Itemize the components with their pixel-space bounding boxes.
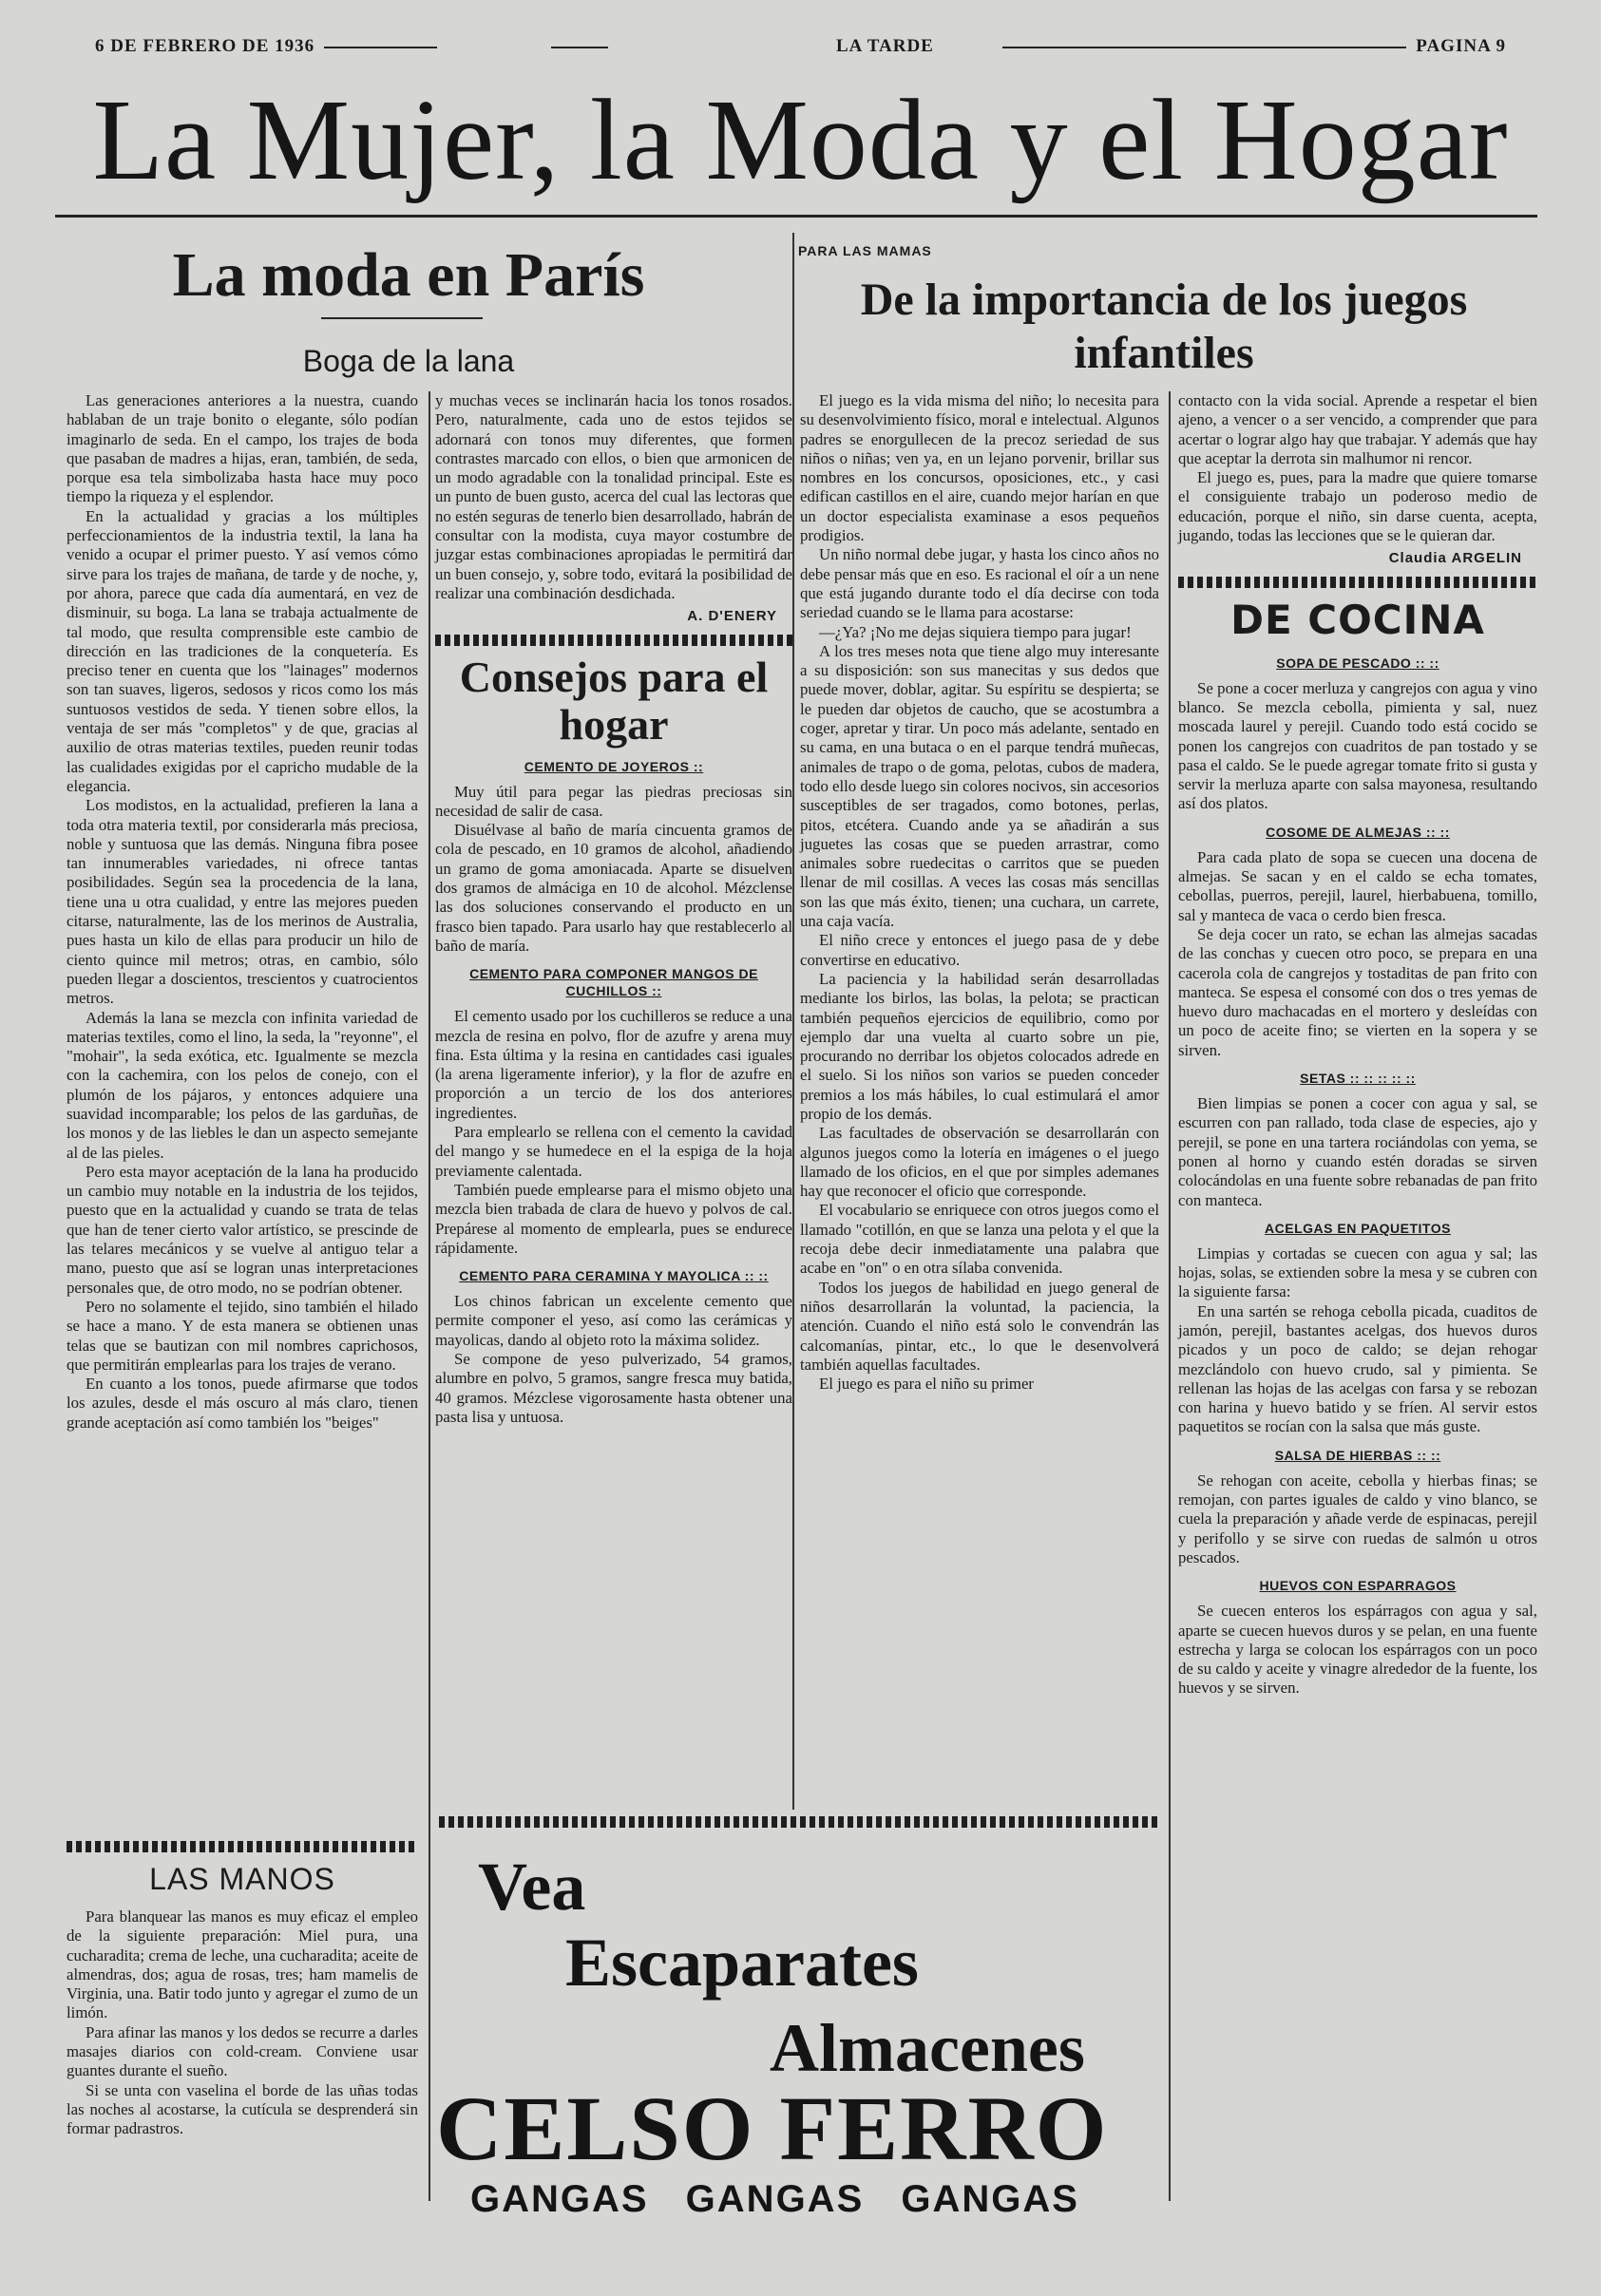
consejos-title: Consejos para el hogar — [459, 652, 769, 749]
consejos-paragraph: Para emplearlo se rellena con el cemento la cavidad del mango y se humedece en el la espiga de la hoja previamente calentada. — [435, 1123, 792, 1180]
juegos-column-1 — [800, 391, 1159, 1394]
juegos-title: De la importancia de los juegos infantiles — [860, 275, 1468, 378]
paris-paragraph: En cuanto a los tonos, puede afirmarse que todos los azules, desde el más oscuro al más claro, tienen grande aceptación así como también los "beiges" — [67, 1375, 418, 1432]
consejos-subheading: CEMENTO DE JOYEROS :: — [524, 758, 704, 774]
manos-paragraph: Si se unta con vaselina el borde de las uñas todas las noches al acostarse, la cutícula se desprenderá sin formar padrastros. — [67, 2080, 418, 2138]
juegos-paragraph: El vocabulario se enriquece con otros juegos como el llamado "cotillón, en que se lanza una pelota y el que la recoja debe decir inmediatamente una palabra que acabe en "on" o en otra sílaba convenida. — [800, 1201, 1159, 1278]
juegos-paragraph: A los tres meses nota que tiene algo muy interesante a su disposición: son sus manecitas y sus dedos que puede mover, doblar, agitar. Su espíritu se despierta; se le pueden dar objetos de caucho, que se acostumbra a coger, apretar y tirar. Un poco más adelante, sentado en su cama, en una butaca o en el parque tendrá muñecas, animales de trapo o de goma, pelotas, cubos de madera, todo ello desde luego sin colores nocivos, sin accesorios susceptibles de ser tragados, como botones, perlas, pitos, etcétera. Cuando ande ya se añadirán a sus juguetes las cosas que se pueden arrastrar, como animales sobre ruedecitas o carritos que se pueden llenar de mil cosillas. A veces las cosas más sencillas son las que más éxito, tienen; una cuchara, un carrete, una caja vacía. — [800, 641, 1159, 931]
juegos-paragraph: El juego es la vida misma del niño; lo necesita para su desenvolvimiento físico, moral e intelectual. Algunos padres se enorgullecen de la precoz seriedad de sus niños o niñas; ven ya, en un lejano porvenir, brillar sus nombres en los concursos, oposiciones, etc., y casi edifican castillos en el aire, cuando mejor harían en que un doctor especialista examinase a esos pequeños prodigios. — [800, 391, 1159, 545]
cocina-paragraph: Bien limpias se ponen a cocer con agua y sal, se escurren con pan rallado, toda clase de especies, ajo y perejil, se pone en una tartera rociándolas con yema, se ponen al horno y cuando estén doradas se sirven colocándolas en una fuente sobre rebanadas de pan frito con manteca. — [1178, 1094, 1537, 1209]
header-rule-center — [551, 47, 608, 48]
section-divider — [435, 635, 792, 646]
juegos-paragraph: La paciencia y la habilidad serán desarrolladas mediante los birlos, las bolas, la pelota; se practican también pequeños ejercicios de equilibrio, como por ejemplo dar una vuelta al cuarto sobre un pie, procurando no derribar los objetos colocados adrede en el suelo. Si los niños son varios se pueden conceder premios a los más hábiles, lo cual estimulará el amor propio de los demás. — [800, 969, 1159, 1123]
cocina-paragraph: Se deja cocer un rato, se echan las almejas sacadas de las conchas y cuecen otro poco, se prepara en una cacerola cola de cangrejos y tostaditas de pan frito con manteca. Se espesa el consomé con dos o tres yemas de huevo duro machacadas en el mortero y desleídas con un poco de aceite fino; se vierten en la sopera y se sirven. — [1178, 924, 1537, 1059]
column-rule — [1169, 391, 1171, 2201]
consejos-subheading: CEMENTO PARA CERAMINA Y MAYOLICA :: :: — [459, 1268, 769, 1284]
ad-line-store-name: CELSO FERRO — [436, 2078, 1109, 2179]
juegos-paragraph: —¿Ya? ¡No me dejas siquiera tiempo para jugar! — [819, 622, 1132, 641]
paris-signature: A. D'ENERY — [687, 608, 777, 625]
paris-paragraph: Pero no solamente el tejido, sino también el hilado se hace a mano. Y de esta manera se obtienen unas telas que se bautizan con mil nombres caprichosos, que permitirán emplearlas para los trajes de verano. — [67, 1297, 418, 1374]
consejos-subheading: CEMENTO PARA COMPONER MANGOS DE CUCHILLOS :: — [469, 966, 758, 999]
ad-line-gangas: GANGAS GANGAS GANGAS — [470, 2178, 1079, 2220]
manos-title: LAS MANOS — [149, 1862, 335, 1896]
running-header — [86, 36, 1515, 59]
celso-ferro-advertisement — [432, 1848, 1164, 2223]
cocina-paragraph: Limpias y cortadas se cuecen con agua y sal; las hojas, solas, se extienden sobre la mesa y se cubren con la siguiente farsa: — [1178, 1243, 1537, 1301]
header-page-number: PAGINA 9 — [1406, 36, 1515, 57]
cocina-subheading: SETAS :: :: :: :: :: — [1300, 1071, 1416, 1087]
ad-line-escaparates: Escaparates — [565, 1925, 919, 2001]
consejos-paragraph: También puede emplearse para el mismo objeto una mezcla bien trabada de clara de huevo y polvos de cal. Prepárese al momento de emplearla, pues se endurece rápidamente. — [435, 1180, 792, 1257]
juegos-column-2 — [1178, 391, 1537, 1698]
cocina-paragraph: En una sartén se rehoga cebolla picada, cuaditos de jamón, perejil, bastantes acelgas, dos huevos duros picados y un poco de caldo; se dejan rehogar mezclándolo con huevo crudo, sal y pimienta. Se rellenan las hojas de las acelgas con farsa y se rebozan con harina y huevo batido y se fríen. Al servir estos paquetitos se rocían con la salsa que más guste. — [1178, 1301, 1537, 1436]
manos-paragraph: Para blanquear las manos es muy eficaz el empleo de la siguiente preparación: Miel pura, una cucharadita; crema de leche, una cucharadita; aceite de almendras, dos; agua de rosas, tres; ham mamelis de Virginia, una. Batir todo junto y agregar el zumo de un limón. — [67, 1907, 418, 2022]
header-rule-left — [323, 47, 437, 48]
ad-line-vea: Vea — [478, 1849, 586, 1925]
paris-paragraph: y muchas veces se inclinarán hacia los tonos rosados. Pero, naturalmente, cada uno de estos tejidos se adornará con tonos muy diferentes, que formen contrastes marcado con ellos, o bien que armonicen de un modo agradable con la tonalidad principal. Este es un punto de buen gusto, acerca del cual las lectoras que no estén seguras de tenerlo bien desarrollado, habrán de consultar con la modista, cuya mayor costumbre de juzgar estas combinaciones apropiadas le permitirá dar un buen consejo, y, sobre todo, evitará la posibilidad de realizar una combinación desdichada. — [435, 391, 792, 602]
cocina-subheading: SALSA DE HIERBAS :: :: — [1274, 1447, 1441, 1463]
header-paper-name: LA TARDE — [827, 36, 943, 57]
consejos-paragraph: Muy útil para pegar las piedras preciosas sin necesidad de salir de casa. — [435, 782, 792, 820]
section-divider — [67, 1841, 418, 1852]
section-divider — [1178, 577, 1537, 588]
paris-article-title: La moda en París — [172, 240, 645, 310]
cocina-paragraph: Se rehogan con aceite, cebolla y hierbas finas; se remojan, con partes iguales de caldo y vino blanco, se cuela la preparación y añade verde de espinacas, perejil y perifollo y se sirve con ruedas de salmón u otros pescados. — [1178, 1471, 1537, 1566]
consejos-paragraph: Los chinos fabrican un excelente cemento que permite componer el yeso, así como las cerámicas y mayolicas, dando al objeto roto la máxima solidez. — [435, 1292, 792, 1349]
masthead-rule — [55, 215, 1537, 218]
consejos-paragraph: El cemento usado por los cuchilleros se reduce a una mezcla de resina en polvo, flor de azufre y arena muy fina. Esta última y la resina en cantidades casi iguales (la arena ligeramente inferior), y la flor de azufre en proporción a un tercio de los dos anteriores ingredientes. — [435, 1007, 792, 1122]
paris-paragraph: Además la lana se mezcla con infinita variedad de materias textiles, como el lino, la seda, la "reyonne", el "mohair", la seda exótica, etc. Igualmente se mezcla con la cachemira, con los pelos de conejo, con el plumón de los pájaros, y entonces adquiere una suavidad incomparable; los pelos de las garduñas, de los monos y de las liebles le dan un aspecto semejante al de las pieles. — [67, 1008, 418, 1162]
header-date: 6 DE FEBRERO DE 1936 — [86, 36, 324, 57]
header-rule-right — [1002, 47, 1458, 48]
manos-column — [67, 1833, 418, 2139]
juegos-paragraph: contacto con la vida social. Aprende a respetar el bien ajeno, a vencer o a ser vencido, a comprender que para acertar o lograr algo hay que trabajar. Y además que hay que aceptar la derrota sin malhumor ni rencor. — [1178, 391, 1537, 467]
juegos-signature: Claudia ARGELIN — [1388, 550, 1522, 567]
ad-divider — [439, 1816, 1161, 1828]
juegos-paragraph: Un niño normal debe jugar, y hasta los cinco años no debe pensar más que en eso. Es racional el oír a un nene que está jugando durante todo el día decirse con toda seriedad cuando se le llama para acostarse: — [800, 545, 1159, 622]
consejos-paragraph: Se compone de yeso pulverizado, 54 gramos, alumbre en polvo, 5 gramos, sangre fresca muy batida, 40 gramos. Mézclese vigorosamente hasta obtener una pasta lisa y untuosa. — [435, 1349, 792, 1426]
juegos-paragraph: Todos los juegos de habilidad en juego general de niños desarrollarán la voluntad, la paciencia, la atención. Cuando el niño está solo le convendrán las calcomanías, pintar, etc., lo que le desenvolverá también aquellas facultades. — [800, 1278, 1159, 1374]
paris-paragraph: Las generaciones anteriores a la nuestra, cuando hablaban de un traje bonito o elegante, sólo podían imaginarlo de seda. En el campo, los trajes de boda que pasaban de madres a hijas, eran, también, de seda, porque esa tela simbolizaba hasta hace muy poco tiempo la riqueza y el esplendor. — [67, 391, 418, 506]
manos-paragraph: Para afinar las manos y los dedos se recurre a darles masajes diarios con cold-cream. Conviene usar guantes durante el sueño. — [67, 2022, 418, 2080]
cocina-subheading: ACELGAS EN PAQUETITOS — [1265, 1220, 1451, 1236]
juegos-paragraph: El niño crece y entonces el juego pasa de y debe convertirse en educativo. — [800, 931, 1159, 969]
juegos-kicker: PARA LAS MAMAS — [798, 243, 932, 258]
cocina-subheading: COSOME DE ALMEJAS :: :: — [1266, 824, 1450, 840]
paris-article-subtitle: Boga de la lana — [302, 344, 515, 378]
column-rule — [429, 391, 430, 2201]
ad-line-almacenes: Almacenes — [770, 2010, 1085, 2086]
paris-column-1 — [67, 391, 418, 1433]
cocina-subheading: SOPA DE PESCADO :: :: — [1276, 655, 1439, 671]
section-masthead: La Mujer, la Moda y el Hogar — [92, 76, 1509, 204]
paris-paragraph: En la actualidad y gracias a los múltiples perfeccionamientos de la industria textil, la lana ha venido a ocupar el primer puesto. Y así vemos cómo sirve para los trajes de mañana, de tarde y de noche, y, por ahora, parece que cada día aumentará, en vez de disminuir, su boga. La lana se trabaja actualmente de tal modo, que resulta comprensible este cambio de dirección en las tradiciones de la conquetería. Es preciso tener en cuenta que los "lainages" modernos son tan suaves, ligeros, sedosos y ricos como los más suntuosos vestidos de seda. Y tienen sobre ellos, la ventaja de ser más "completos" y de que, gracias al auxilio de otras materias textiles, pueden reunir todas las cualidades exigidas por el capricho mudable de la elegancia. — [67, 506, 418, 795]
juegos-paragraph: El juego es, pues, para la madre que quiere tomarse el consiguiente trabajo un poderoso medio de educación, porque el niño, sin darse cuenta, acepta, jugando, todas las lecciones que se le quieran dar. — [1178, 468, 1537, 545]
paris-paragraph: Los modistos, en la actualidad, prefieren la lana a toda otra materia textil, por considerarla más preciosa, noble y suntuosa que las demás. Ninguna fibra posee tan innumerables variedades, ni ofrece tantas posibilidades. Según sea la procedencia de la lana, tiene una u otra cualidad, y entre las mejores pueden citarse, naturalmente, las de los merinos de Australia, pues hasta un kilo de ellas para producir un hilo de ciento quince mil metros; otras, en cambio, sólo pueden llegar a doscientos, trescientos y cuatrocientos metros. — [67, 796, 418, 1008]
cocina-title: DE COCINA — [1230, 596, 1485, 643]
cocina-subheading: HUEVOS CON ESPARRAGOS — [1259, 1578, 1457, 1594]
paris-column-2 — [435, 391, 792, 1427]
juegos-paragraph: Las facultades de observación se desarrollarán con algunos juegos como la lotería en imágenes o el juego llamado de los oficios, en el que por simples ademanes hay que reconocer el oficio que corresponde. — [800, 1124, 1159, 1201]
cocina-paragraph: Se pone a cocer merluza y cangrejos con agua y vino blanco. Se mezcla cebolla, pimienta y sal, nuez moscada laurel y perejil. Cuando todo está cocido se ponen los cangrejos con cuadritos de pan tostado y se pasa el caldo. Se le puede agregar tomate frito si gusta y servir la merluza aparte con salsa mayonesa, resultando así dos platos. — [1178, 678, 1537, 813]
paris-paragraph: Pero esta mayor aceptación de la lana ha producido un cambio muy notable en la industria de los tejidos, puesto que en la actualidad y cuando se trata de telas que han de tener cierto valor artístico, se prescinde de las telares mecánicos y se vuelve al antiguo telar a mano, puesto que así se logran unas interpretaciones personales que, de otro modo, no se podrían obtener. — [67, 1162, 418, 1297]
consejos-paragraph: Disuélvase al baño de maría cincuenta gramos de cola de pescado, en 10 gramos de alcohol, añadiendo un gramo de goma amoniacada. Aparte se disuelven dos gramos de almáciga en 10 de alcohol. Mézclense las dos soluciones conservando el producto en un frasco bien tapado. Para usarlo hay que restablecerlo al baño de maría. — [435, 821, 792, 955]
paris-title-rule — [321, 317, 483, 319]
column-rule — [792, 233, 794, 1810]
juegos-paragraph: El juego es para el niño su primer — [819, 1375, 1035, 1394]
cocina-paragraph: Se cuecen enteros los espárragos con agua y sal, aparte se cuecen huevos duros y se pelan, en una fuente estrecha y larga se colocan los espárragos con un poco de su caldo y aceite y vinagre alrededor de la fuente, los huevos y se sirven. — [1178, 1602, 1537, 1698]
cocina-paragraph: Para cada plato de sopa se cuecen una docena de almejas. Se sacan y en el caldo se echa tomates, cebollas, puerros, perejil, laurel, hierbabuena, tomillo, sal y manteca de vaca o cerdo bien fresca. — [1178, 847, 1537, 924]
